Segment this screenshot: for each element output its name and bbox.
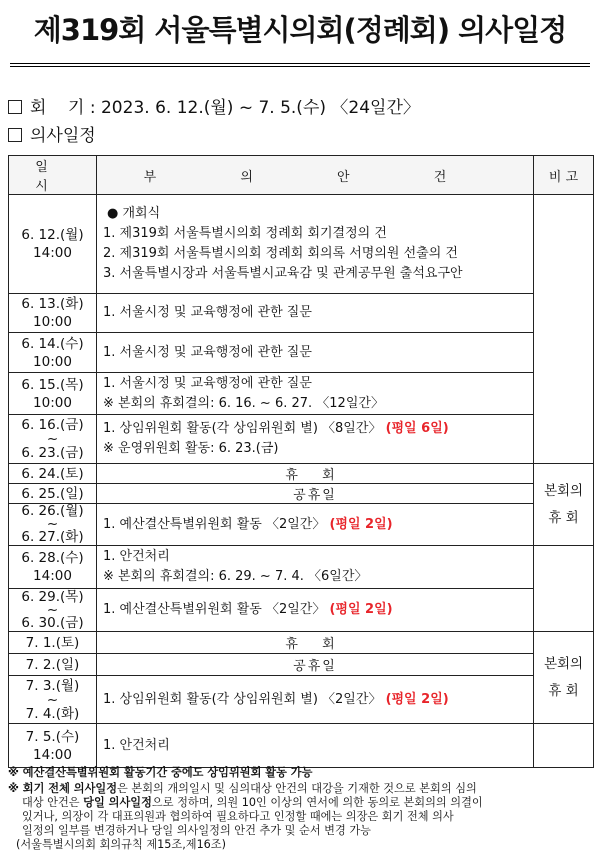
weekday-count: (평일 2일) bbox=[385, 691, 449, 707]
weekday-count: (평일 2일) bbox=[329, 516, 393, 532]
weekday-count: (평일 2일) bbox=[329, 602, 393, 617]
items-cell: 1. 안건처리 bbox=[97, 724, 534, 768]
date-cell: 7. 5.(수) 14:00 bbox=[9, 724, 97, 768]
items-cell: 1. 서울시정 및 교육행정에 관한 질문 bbox=[97, 294, 534, 333]
items-cell: 1. 예산결산특별위원회 활동 〈2일간〉 (평일 2일) bbox=[97, 504, 534, 546]
date-cell: 6. 15.(목) 10:00 bbox=[9, 373, 97, 415]
page-title: 제319회 서울특별시의회(정례회) 의사일정 bbox=[33, 13, 567, 47]
table-row bbox=[9, 504, 594, 546]
items-cell: 1. 서울시정 및 교육행정에 관한 질문 bbox=[97, 333, 534, 373]
table-row bbox=[9, 333, 594, 373]
note-cell bbox=[534, 195, 594, 464]
items-cell: 1. 안건처리 ※ 본회의 휴회결의: 6. 29. ~ 7. 4. 〈6일간〉 bbox=[97, 546, 534, 589]
footnote-1: ※ 예산결산특별위원회 활동기간 중에도 상임위원회 활동 가능 bbox=[8, 766, 313, 779]
table-row bbox=[9, 546, 594, 589]
note-cell bbox=[534, 724, 594, 768]
items-cell: ● 개회식 1. 제319회 서울특별시의회 정례회 회기결정의 건 2. 제319회 서울특별시의회 정례회 회의록 서명의원 선출의 건 3. 서울특별시장과 서울특별시교육감 및 관계공무원 출석요구안 bbox=[97, 195, 534, 294]
date-cell: 6. 13.(화) 10:00 bbox=[9, 294, 97, 333]
date-cell: 6. 29.(목) ~ 6. 30.(금) bbox=[9, 589, 97, 632]
checkbox-icon bbox=[8, 128, 22, 142]
table-row bbox=[9, 724, 594, 768]
date-cell: 7. 2.(일) bbox=[9, 654, 97, 676]
date-cell: 6. 14.(수) 10:00 bbox=[9, 333, 97, 373]
items-cell: 1. 상임위원회 활동(각 상임위원회 별) 〈8일간〉 (평일 6일) ※ 운영위원회 활동: 6. 23.(금) bbox=[97, 415, 534, 464]
items-cell: 1. 예산결산특별위원회 활동 〈2일간〉 (평일 2일) bbox=[97, 589, 534, 632]
weekday-count: (평일 6일) bbox=[385, 421, 449, 436]
date-cell: 6. 12.(월) 14:00 bbox=[9, 195, 97, 294]
table-row bbox=[9, 676, 594, 724]
date-cell: 6. 16.(금) ~ 6. 23.(금) bbox=[9, 415, 97, 464]
table-row bbox=[9, 195, 594, 294]
date-cell: 6. 26.(월) ~ 6. 27.(화) bbox=[9, 504, 97, 546]
table-row bbox=[9, 484, 594, 504]
agenda-label: 의사일정 bbox=[30, 126, 96, 146]
table-header-row bbox=[9, 156, 594, 195]
header-items: 부 의 안 건 bbox=[97, 156, 534, 195]
table-row bbox=[9, 294, 594, 333]
checkbox-icon bbox=[8, 100, 22, 114]
items-cell: 1. 상임위원회 활동(각 상임위원회 별) 〈2일간〉 (평일 2일) bbox=[97, 676, 534, 724]
note-recess: 본회의 휴 회 bbox=[534, 464, 594, 546]
header-date: 일 시 bbox=[9, 156, 97, 195]
table-row bbox=[9, 654, 594, 676]
agenda-heading bbox=[8, 121, 96, 146]
header-note: 비 고 bbox=[534, 156, 594, 195]
date-cell: 7. 3.(월) ~ 7. 4.(화) bbox=[9, 676, 97, 724]
items-cell: 공휴일 bbox=[97, 654, 534, 676]
date-cell: 6. 24.(토) bbox=[9, 464, 97, 484]
table-row bbox=[9, 589, 594, 632]
table-row bbox=[9, 464, 594, 484]
items-cell: 공휴일 bbox=[97, 484, 534, 504]
session-text: 회 기 : 2023. 6. 12.(월) ~ 7. 5.(수) 〈24일간〉 bbox=[30, 98, 420, 118]
agenda-table bbox=[8, 155, 594, 768]
table-row bbox=[9, 632, 594, 654]
items-cell: 휴 회 bbox=[97, 632, 534, 654]
table-row bbox=[9, 373, 594, 415]
note-cell bbox=[534, 546, 594, 632]
items-cell: 1. 서울시정 및 교육행정에 관한 질문 ※ 본회의 휴회결의: 6. 16. ~ 6. 27. 〈12일간〉 bbox=[97, 373, 534, 415]
items-cell: 휴 회 bbox=[97, 464, 534, 484]
date-cell: 6. 28.(수) 14:00 bbox=[9, 546, 97, 589]
note-recess: 본회의 휴 회 bbox=[534, 632, 594, 724]
session-period bbox=[8, 93, 420, 118]
table-row bbox=[9, 415, 594, 464]
date-cell: 6. 25.(일) bbox=[9, 484, 97, 504]
date-cell: 7. 1.(토) bbox=[9, 632, 97, 654]
title-divider-top bbox=[10, 63, 590, 64]
footnote-2: ※ 회기 전체 의사일정은 본회의 개의일시 및 심의대상 안건의 대강을 기재한 것으로 본회의 심의 대상 안건은 당일 의사일정으로 정하며, 의원 10인 이상의 연서에 의한 동의로 본회의의 의결이 있거나, 의장이 각 대표의원과 협의하여 필요하다고 인정할 때에는 의장은 회기 전체 의사 일정의 일부를 변경하거나 당일 의사일정의 안건 추가 및 순서 변경 가능 (서울특별시의회 회의규칙 제15조,제16조) bbox=[8, 782, 483, 851]
title-divider-bottom bbox=[10, 66, 590, 67]
